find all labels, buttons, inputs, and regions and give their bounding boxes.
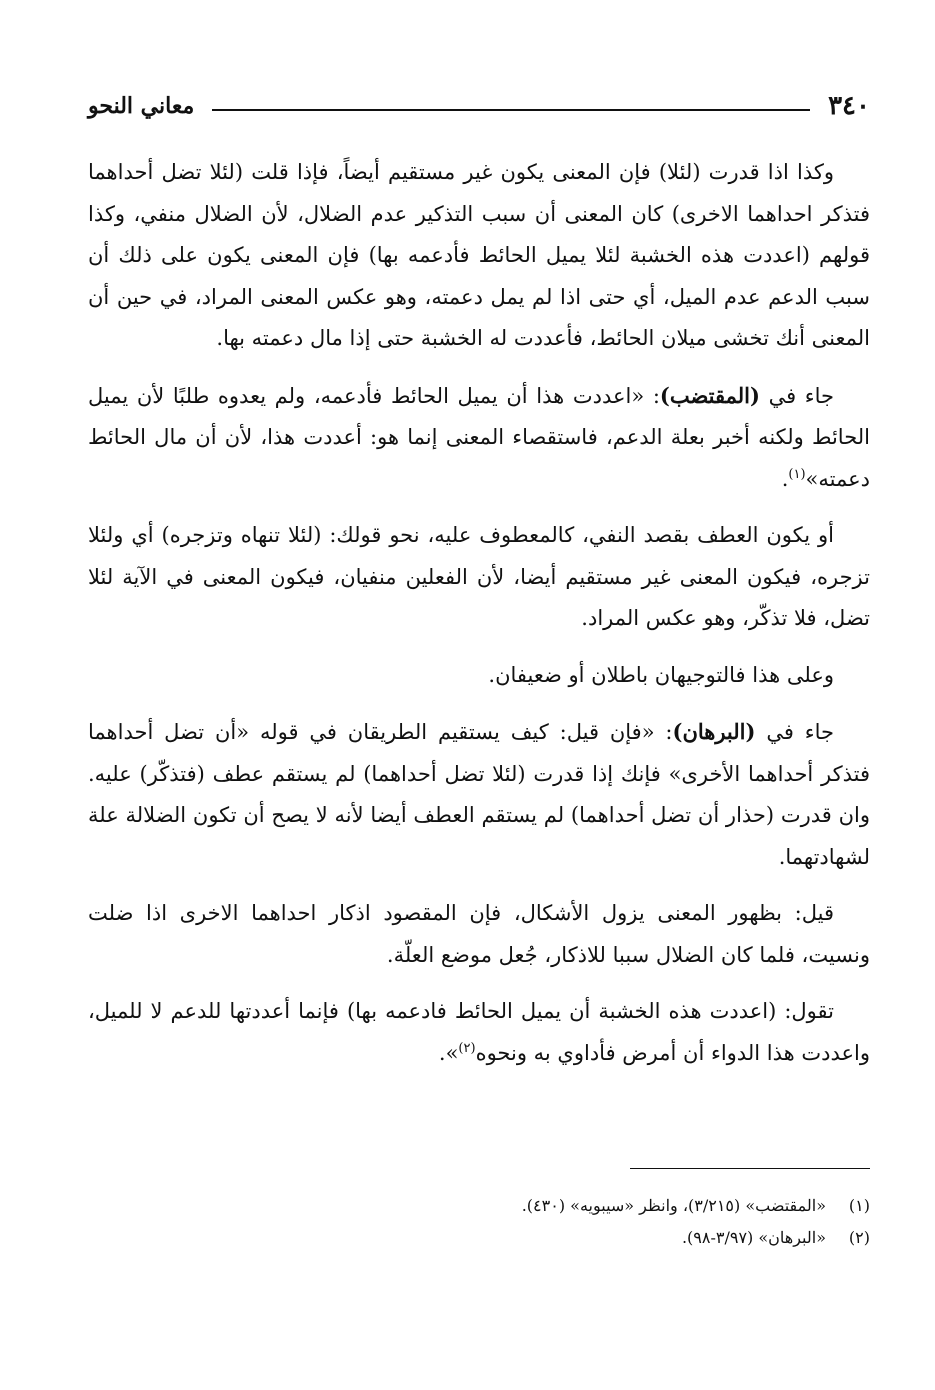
paragraph-7-text: تقول: (اعددت هذه الخشبة أن يميل الحائط فادعمه بها) فإنما أعددتها للدعم لا للميل، واعددت هذا الدواء أن أمرض فأداوي به ونحوه <box>88 999 870 1065</box>
paragraph-2-end: . <box>781 466 789 491</box>
paragraph-5 <box>88 711 870 878</box>
paragraph-2-quote: : «اعددت هذا أن يميل الحائط فأدعمه، ولم يعدوه طلبًا لأن يميل الحائط ولكنه أخبر بعلة الدعم، فاستقصاء المعنى إنما هو: أعددت هذا، لأن أن مال الحائط دعمته» <box>88 383 870 491</box>
paragraph-7 <box>88 991 870 1074</box>
footnote-ref-2: (٢) <box>458 1040 476 1056</box>
paragraph-2 <box>88 375 870 501</box>
footnote-1 <box>88 1190 870 1222</box>
paragraph-7-end: ». <box>438 1040 459 1065</box>
main-text <box>88 152 870 1074</box>
footnote-2-text: «البرهان» (٣/٩٧-٩٨). <box>681 1228 826 1247</box>
paragraph-3: أو يكون العطف بقصد النفي، كالمعطوف عليه، نحو قولك: (لئلا تنهاه وتزجره) أي ولئلا تزجره، فيكون المعنى غير مستقيم أيضا، لأن الفعلين منفيان، فيكون المعنى في الآية لئلا تضل، فلا تذكّر، وهو عكس المراد. <box>88 523 870 630</box>
paragraph-5-lead: جاء في <box>755 720 834 744</box>
source-title-muqtadab: (المقتضب) <box>659 382 760 408</box>
paragraph-1: وكذا اذا قدرت (لئلا) فإن المعنى يكون غير مستقيم أيضاً، فإذا قلت (لئلا تضل أحداهما فتذكر احداهما الاخرى) كان المعنى أن سبب التذكير عدم الضلال، لأن الضلال منفي، وكذا قولهم (اعددت هذه الخشبة لئلا يميل الحائط فأدعمه بها) فإن المعنى يكون على ذلك أن سبب الدعم عدم الميل، أي حتى اذا لم يمل دعمته، وهو عكس المعنى المراد، في حين أن المعنى أنك تخشى ميلان الحائط، فأعددت له الخشبة حتى إذا مال دعمته بها. <box>88 160 870 350</box>
paragraph-5-quote: : «فإن قيل: كيف يستقيم الطريقان في قوله «أن تضل أحداهما فتذكر أحداهما الأخرى» فإنك إذا قدرت (لئلا تضل أحداهما) لم يستقم عطف (فتذكّر) عليه. وان قدرت (حذار أن تضل أحداهما) لم يستقم العطف أيضا لأنه لا يصح أن تكون الضلالة علة لشهادتهما. <box>88 720 870 869</box>
footnote-1-number: (١) <box>848 1196 870 1215</box>
footnote-1-text: «المقتضب» (٣/٢١٥)، وانظر «سيبويه» (٤٣٠). <box>521 1196 826 1215</box>
footnote-separator <box>630 1168 870 1169</box>
footnote-ref-1: (١) <box>788 466 806 482</box>
page-header <box>88 86 870 126</box>
header-rule <box>212 109 810 111</box>
paragraph-4: وعلى هذا فالتوجيهان باطلان أو ضعيفان. <box>488 662 834 687</box>
footnotes <box>88 1190 870 1254</box>
paragraph-2-lead: جاء في <box>759 383 834 408</box>
footnote-2 <box>88 1222 870 1254</box>
footnote-2-number: (٢) <box>848 1228 870 1247</box>
source-title-burhan: (البرهان) <box>672 719 756 744</box>
running-title: معاني النحو <box>88 93 195 119</box>
paragraph-6: قيل: بظهور المعنى يزول الأشكال، فإن المقصود اذكار احداهما الاخرى اذا ضلت ونسيت، فلما كان الضلال سببا للاذكار، جُعل موضع العلّة. <box>88 901 870 967</box>
page-number: ٣٤٠ <box>828 91 870 121</box>
